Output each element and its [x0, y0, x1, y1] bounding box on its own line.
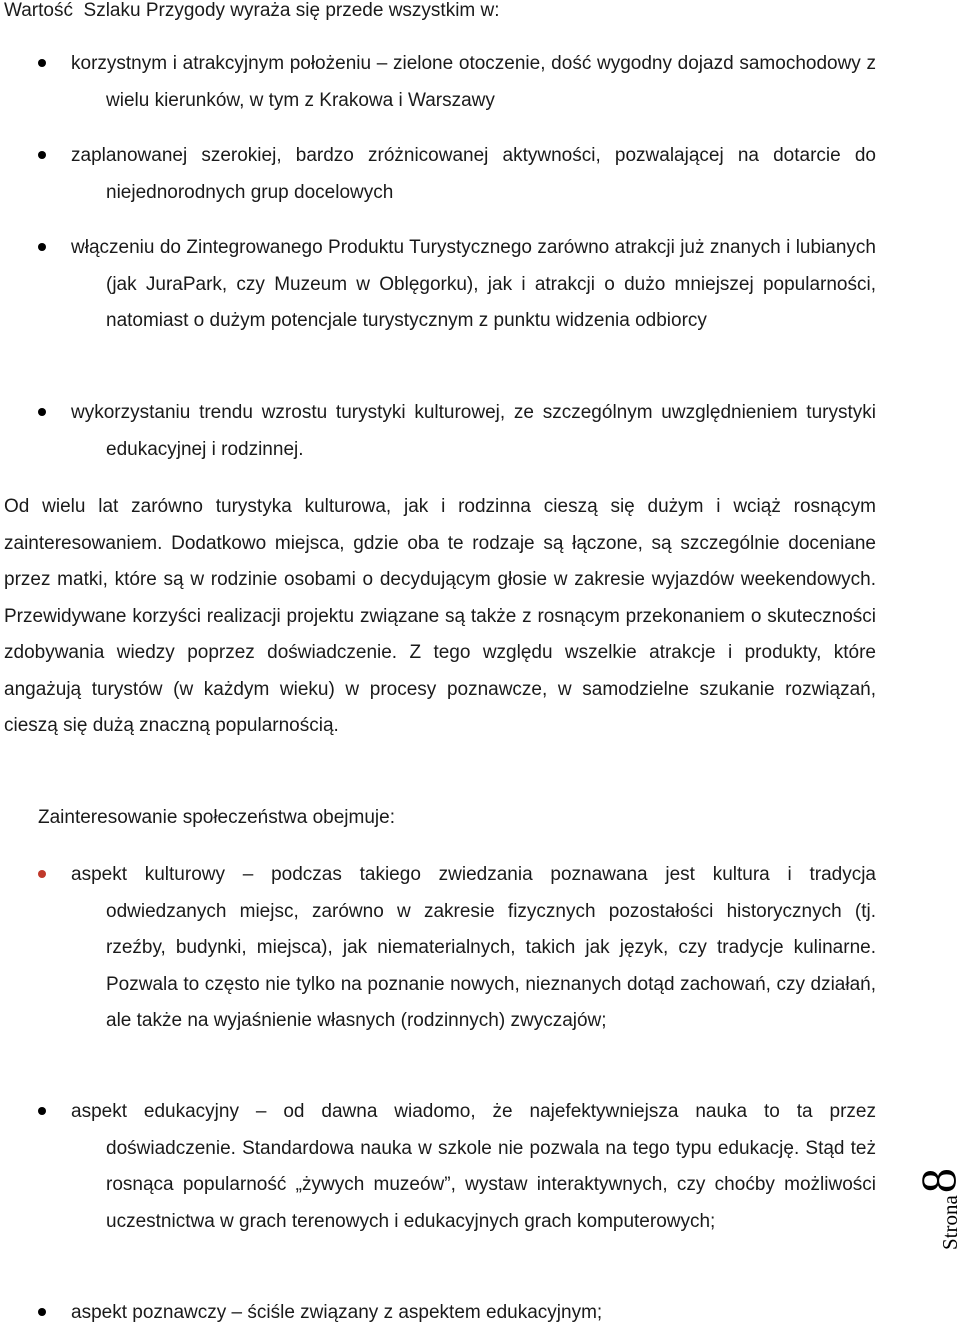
body-paragraph: Od wielu lat zarówno turystyka kulturowa, jak i rodzinna cieszą się dużym i wciąż rosnącym zainteresowaniem. Dodatkowo miejsca, gdzie oba te rodzaje są łączone, są szczególnie doceniane przez matki, które są w rodzinie osobami o decydującym głosie w zakresie wyjazdów weekendowych. Przewidywane korzyści realizacji projektu związane są także z rosnącym przekonaniem o skuteczności zdobywania wiedzy poprzez doświadczenie. Z tego względu wszelkie atrakcje i produkty, które angażują turystów (w każdym wieku) w procesy poznawcze, w samodzielne szukanie rozwiązań, cieszą się dużą znaczną popularnością.	[4, 496, 876, 736]
list-item	[0, 395, 960, 475]
bullet-icon	[38, 870, 46, 878]
list-item	[0, 1295, 960, 1335]
page-number-label	[906, 1164, 966, 1250]
page-number: 8	[910, 1168, 966, 1194]
list-item	[0, 230, 960, 395]
bullet-icon	[38, 151, 46, 159]
bullet-icon	[38, 1308, 46, 1316]
section-subheading: Zainteresowanie społeczeństwa obejmuje:	[38, 807, 395, 828]
bullet-icon	[38, 59, 46, 67]
list-item-text: aspekt poznawczy – ściśle związany z aspektem edukacyjnym;	[71, 1302, 603, 1323]
list-item-text: zaplanowanej szerokiej, bardzo zróżnicowanej aktywności, pozwalającej na dotarcie do niejednorodnych grup docelowych	[71, 145, 876, 203]
list-item-text: włączeniu do Zintegrowanego Produktu Turystycznego zarówno atrakcji już znanych i lubianych (jak JuraPark, czy Muzeum w Oblęgorku), jak i atrakcji o dużo mniejszej popularności, natomiast o dużym potencjale turystycznym z punktu widzenia odbiorcy	[71, 237, 876, 331]
list-item	[0, 138, 960, 230]
list-item	[0, 1094, 966, 1295]
list-item	[0, 857, 960, 1094]
list-item-text: korzystnym i atrakcyjnym położeniu – zielone otoczenie, dość wygodny dojazd samochodowy z wielu kierunków, w tym z Krakowa i Warszawy	[71, 53, 876, 111]
intro-line: Wartość Szlaku Przygody wyraża się przede wszystkim w:	[4, 0, 500, 21]
interest-bullet-list	[0, 857, 966, 1335]
bullet-icon	[38, 243, 46, 251]
list-item-text: aspekt kulturowy – podczas takiego zwiedzania poznawana jest kultura i tradycja odwiedzanych miejsc, zarówno w zakresie fizycznych pozostałości historycznych (tj. rzeźby, budynki, miejsca), jak niematerialnych, takich jak język, czy tradycje kulinarne. Pozwala to często nie tylko na poznanie nowych, nieznanych dotąd zachowań, czy działań, ale także na wyjaśnienie własnych (rodzinnych) zwyczajów;	[71, 864, 876, 1031]
list-item-text: aspekt edukacyjny – od dawna wiadomo, że najefektywniejsza nauka to ta przez doświadczenie. Standardowa nauka w szkole nie pozwala na tego typu edukację. Stąd też rosnąca popularność „żywych muzeów”, wystaw interaktywnych, czy choćby możliwości uczestnictwa w grach terenowych i edukacyjnych grach komputerowych;	[71, 1101, 876, 1232]
list-item-text: wykorzystaniu trendu wzrostu turystyki kulturowej, ze szczególnym uwzględnieniem turystyki edukacyjnej i rodzinnej.	[71, 402, 876, 460]
page-label-word: Strona	[938, 1195, 962, 1250]
list-item	[0, 46, 960, 138]
value-bullet-list	[0, 46, 960, 475]
bullet-icon	[38, 1107, 46, 1115]
bullet-icon	[38, 408, 46, 416]
